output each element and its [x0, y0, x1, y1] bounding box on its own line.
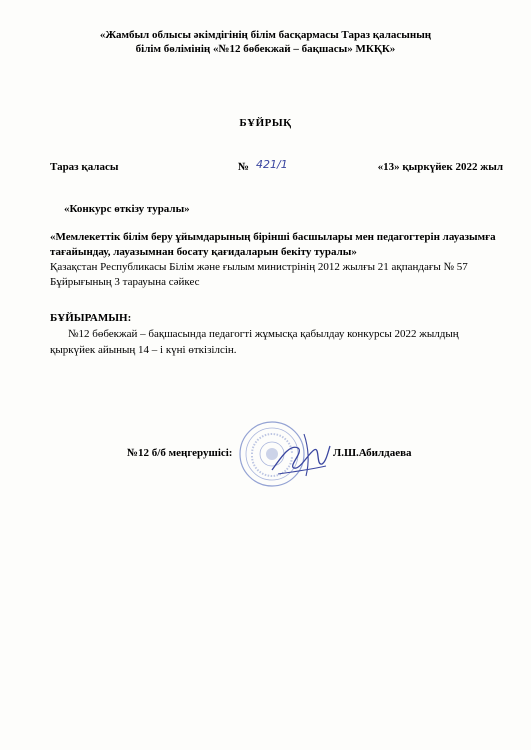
- order-heading: БҰЙЫРАМЫН:: [50, 312, 132, 324]
- legal-basis-reference: Қазақстан Республикасы Білім және ғылым министрінің 2012 жылғы 21 ақпандағы № 57 Бұйрығының 3 тарауына сәйкес: [50, 261, 468, 288]
- header-line-2: білім бөлімінің «№12 бөбекжай – бақшасы» МКҚК»: [135, 43, 396, 55]
- legal-basis-title: «Мемлекеттік білім беру ұйымдарының бірінші басшылары мен педагогтерін лауазымға тағайындау, лауазымнан босату қағидаларын бекіту туралы»: [50, 231, 496, 258]
- city-label: Тараз қаласы: [50, 161, 119, 173]
- number-label: №: [238, 161, 250, 173]
- header-line-1: «Жамбыл облысы әкімдігінің білім басқармасы Тараз қаласының: [99, 29, 432, 41]
- document-meta-row: [50, 158, 503, 179]
- organization-header: [40, 28, 491, 56]
- document-subject: «Конкурс өткізу туралы»: [64, 203, 190, 215]
- signatory-title: №12 б/б меңгерушісі:: [127, 447, 233, 459]
- signature-block: [0, 420, 531, 500]
- document-title: БҰЙРЫҚ: [239, 117, 292, 129]
- handwritten-number: 421/1: [256, 158, 288, 171]
- handwritten-signature-icon: [268, 426, 332, 482]
- document-date: «13» қыркүйек 2022 жыл: [377, 161, 503, 173]
- order-body: №12 бөбекжай – бақшасында педагогті жұмысқа қабылдау конкурсы 2022 жылдың қыркүйек айының 14 – і күні өткізілсін.: [50, 328, 459, 356]
- legal-basis: [50, 230, 503, 290]
- signatory-name: Л.Ш.Абилдаева: [333, 447, 412, 459]
